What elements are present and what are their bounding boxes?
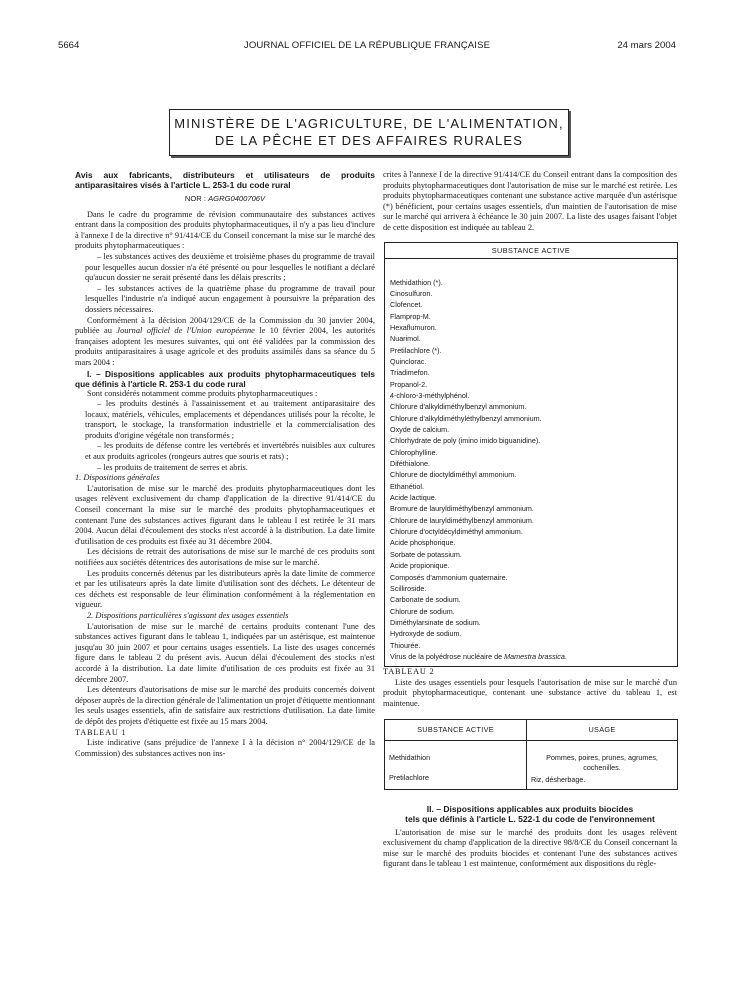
substance-table [384, 242, 678, 668]
species-name: Mamestra brassica [504, 651, 565, 661]
conformement-text-1: Conformément à la décision 2004/129/CE de la Commission du 30 janvier 2004, publiée au [75, 315, 375, 336]
ministry-banner [169, 109, 569, 156]
substance-table-body [385, 259, 677, 667]
substance-item: Chlorure de lauryldiméthylbenzyl ammonium. [390, 515, 534, 525]
usage-row-1-substance: Methidathion [389, 752, 431, 762]
substance-item: Triadimefon. [390, 368, 430, 378]
section-1-title: I. – Dispositions applicables aux produits phytopharmaceutiques tels que définis à l'article R. 253-1 du code rural [75, 368, 375, 389]
substance-item-text: Virus de la polyédrose nucléaire de [390, 651, 505, 661]
section-1-dash-3: – les produits de traitement de serres et abris. [97, 462, 248, 472]
usage-table-col-substance: SUBSTANCE ACTIVE [385, 720, 527, 741]
substance-item: Nuarimol. [390, 334, 421, 344]
subsection-1-title: 1. Dispositions générales [75, 473, 160, 483]
usage-table [384, 719, 678, 790]
tableau-2-lead: Liste des usages essentiels pour lesquels l'autorisation de mise sur le marché d'un produit phytopharmaceutique, contenant une substance active du tableau 1, est maintenue. [383, 677, 677, 709]
journal-reference: Journal officiel de l'Union européenne [116, 326, 255, 336]
running-header [58, 40, 676, 54]
section-1-dash-2: – les produits de défense contre les vertébrés et invertébrés nuisibles aux cultures et aux produits agricoles (rongeurs autres que souris et rats) ; [85, 441, 375, 462]
usage-table-substance-cell [385, 741, 527, 789]
substance-item: 4-chloro-3-méthylphénol. [390, 391, 470, 400]
subsection-1-paragraph-1: L'autorisation de mise sur le marché des produits phytopharmaceutiques dont les usages relèvent exclusivement du champ d'application de la directive 91/414/CE du Conseil concernant la mise sur le marché des produits phytopharmaceutiques et contenant l'une des substances actives figurant dans le tableau I est retirée le 31 mars 2004. Aucun délai d'écoulement des stocks n'est accordé à la distribution. La date limite d'utilisation de ces produits est fixée au 31 décembre 2004. [75, 483, 375, 546]
substance-item: Carbonate de sodium. [390, 595, 461, 605]
journal-title: JOURNAL OFFICIEL DE LA RÉPUBLIQUE FRANÇAISE [243, 40, 491, 51]
tableau-1-lead: Liste indicative (sans préjudice de l'annexe I à la décision n° 2004/129/CE de la Commission) des substances actives non ins- [75, 738, 375, 758]
conformement-text-2: le 10 février 2004, les autorités françaises adoptent les mesures suivantes, qui ont été validées par la commission des produits antiparasitaires à usage agricole et des produits assimilés dans sa séance du 5 mars 2004 : [75, 326, 376, 367]
intro-dash-2: – les substances actives de la quatrième phase du programme de travail pour lesquelles l'industrie n'a indiqué aucun engagement à poursuivre la préparation des dossiers nécessaires. [85, 283, 375, 314]
substance-item [390, 651, 677, 662]
substance-item: Quinclorac. [390, 356, 427, 366]
ministry-line-1: MINISTÈRE DE L'AGRICULTURE, DE L'ALIMENTATION, [174, 116, 564, 131]
substance-item: Hydroxyde de sodium. [390, 629, 462, 639]
subsection-2-paragraph-1: L'autorisation de mise sur le marché de certains produits contenant l'une des substances actives figurant dans le tableau 1, indiquées par un astérisque, est maintenue jusqu'au 30 juin 2007 et pour certains usages essentiels. La liste des usages concernés figure dans le tableau 2 du présent avis. Aucun délai d'écoulement des stocks n'est accordé à la distribution. La date limite d'utilisation de ces produits est fixée au 31 décembre 2007. [75, 621, 375, 684]
substance-item: Thiourée. [390, 640, 421, 650]
section-2-title [383, 804, 677, 824]
section-2-title-line-2: tels que définis à l'article L. 522-1 du code de l'environnement [405, 813, 655, 824]
substance-item: Cinosulfuron. [390, 288, 433, 298]
substance-item: Acide propionique. [390, 561, 450, 571]
usage-table-col-usage: USAGE [527, 720, 677, 741]
substance-item: Chlorure d'octyldécyldiméthyl ammonium. [390, 527, 523, 537]
substance-item: Chlorure de dioctyldiméthyl ammonium. [390, 470, 517, 480]
subsection-2-title: 2. Dispositions particulières s'agissant des usages essentiels [87, 610, 289, 620]
substance-item: Ethanétiol. [390, 481, 424, 491]
usage-row-2-usage: Riz, désherbage. [531, 774, 586, 784]
issue-date: 24 mars 2004 [617, 40, 676, 51]
sont-consideres-paragraph: Sont considérés notamment comme produits phytopharmaceutiques : [87, 388, 318, 398]
substance-item: Acide phosphorique. [390, 538, 456, 548]
subsection-1-paragraph-2: Les décisions de retrait des autorisations de mise sur le marché de ces produits sont notifiées aux sociétés détentrices des autorisations de mise sur le marché. [75, 547, 375, 567]
substance-item: Pretilachlore (*). [390, 345, 442, 355]
left-column [75, 170, 375, 759]
nor-reference [75, 194, 375, 205]
subsection-1-paragraph-3: Les produits concernés détenus par les distributeurs après la date limite de commerce et par les utilisateurs après la date limite d'utilisation sont des déchets. Le détenteur de ces déchets est responsable de leur élimination conformément à la réglementation en vigueur. [75, 568, 375, 610]
substance-item: Scilliroside. [390, 583, 427, 593]
substance-table-header: SUBSTANCE ACTIVE [385, 243, 677, 259]
substance-item: Clofencet. [390, 300, 423, 310]
substance-item: Oxyde de calcium. [390, 425, 450, 435]
tableau-1-title: TABLEAU 1 [75, 727, 127, 737]
section-1-dash-1: – les produits destinés à l'assainissement et au traitement antiparasitaire des locaux, matériels, véhicules, emplacements et dépendances utilisés pour la récolte, le transport, le stockage, la transformation industrielle et la commercialisation des produits d'origine végétale non transformés ; [85, 399, 375, 440]
section-2-title-line-1: II. – Dispositions applicables aux produits biocides [426, 803, 634, 814]
usage-row-2-substance: Pretilachlore [389, 772, 429, 782]
substance-item: Propanol-2. [390, 379, 428, 389]
substance-item: Composés d'ammonium quaternaire. [390, 572, 508, 582]
substance-item: Chlorophylline. [390, 447, 438, 457]
page-number: 5664 [58, 40, 80, 51]
substance-item: Hexaflumuron. [390, 322, 437, 332]
substance-item: Diméthylarsinate de sodium. [390, 617, 481, 627]
nor-label: NOR : [184, 194, 209, 203]
substance-item: Bromure de lauryldiméthylbenzyl ammonium. [390, 504, 534, 514]
substance-item: Chlorure de sodium. [390, 606, 455, 616]
nor-code: AGRG0400706V [208, 194, 266, 203]
right-column [383, 170, 677, 870]
tableau-2-title: TABLEAU 2 [383, 667, 435, 677]
ministry-line-2: DE LA PÊCHE ET DES AFFAIRES RURALES [214, 133, 524, 148]
substance-item: Chlorure d'alkyldiméthylbenzyl ammonium. [390, 402, 527, 412]
subsection-2-paragraph-2: Les détenteurs d'autorisations de mise sur le marché des produits concernés doivent déposer auprès de la direction générale de l'alimentation un projet d'étiquette mentionnant les seuls usages essentiels, afin de satisfaire aux restrictions d'utilisation. La date limite de dépôt des projets d'étiquette est fixée au 15 mars 2004. [75, 685, 375, 726]
substance-item: Flamprop-M. [390, 311, 431, 321]
usage-row-1-usage: Pommes, poires, prunes, agrumes, cochenilles. [546, 752, 658, 772]
continuation-paragraph: crites à l'annexe I de la directive 91/414/CE du Conseil entrant dans la composition des produits phytopharmaceutiques dont l'autorisation de mise sur le marché est retirée. Les produits phytopharmaceutiques contenant une substance active marquée d'un astérisque (*) bénéficient, pour certains usages essentiels, d'un maintien de l'autorisation de mise sur le marché qui arrivera à échéance le 30 juin 2007. La liste des usages faisant l'objet de cette disposition est indiquée au tableau 2. [383, 170, 677, 232]
intro-paragraph: Dans le cadre du programme de révision communautaire des substances actives entrant dans la composition des produits phytopharmaceutiques, il n'y a pas lieu d'inclure à l'annexe I de la directive n° 91/414/CE du Conseil concernant la mise sur le marché des produits phytopharmaceutiques : [75, 209, 375, 251]
substance-item: Sorbate de potassium. [390, 549, 462, 559]
usage-table-usage-cell [527, 741, 677, 789]
substance-item-suffix: . [564, 651, 567, 661]
substance-item: Diféthialone. [390, 459, 430, 469]
notice-title: Avis aux fabricants, distributeurs et utilisateurs de produits antiparasitaires visés à l'article L. 253-1 du code rural [75, 170, 375, 190]
intro-dash-1: – les substances actives des deuxième et troisième phases du programme de travail pour lesquelles aucun dossier n'a été présenté ou pour lesquelles le notifiant a déclaré qu'aucun dossier ne serait présenté dans les délais prescrits ; [85, 251, 375, 283]
substance-item: Acide lactique. [390, 493, 437, 503]
section-2-paragraph: L'autorisation de mise sur le marché des produits dont les usages relèvent exclusivement du champ d'application de la directive 98/8/CE du Conseil concernant la mise sur le marché des produits biocides et contenant l'une des substances actives figurant dans le tableau 1 est maintenue, conformément aux dispositions du règle- [383, 827, 677, 869]
conformement-paragraph [75, 316, 375, 369]
substance-item: Chlorure d'alkyldiméthyléthylbenzyl ammonium. [390, 413, 542, 423]
substance-item: Methidathion (*). [390, 277, 443, 287]
substance-item: Chlorhydrate de poly (imino imido biguanidine). [390, 436, 541, 446]
